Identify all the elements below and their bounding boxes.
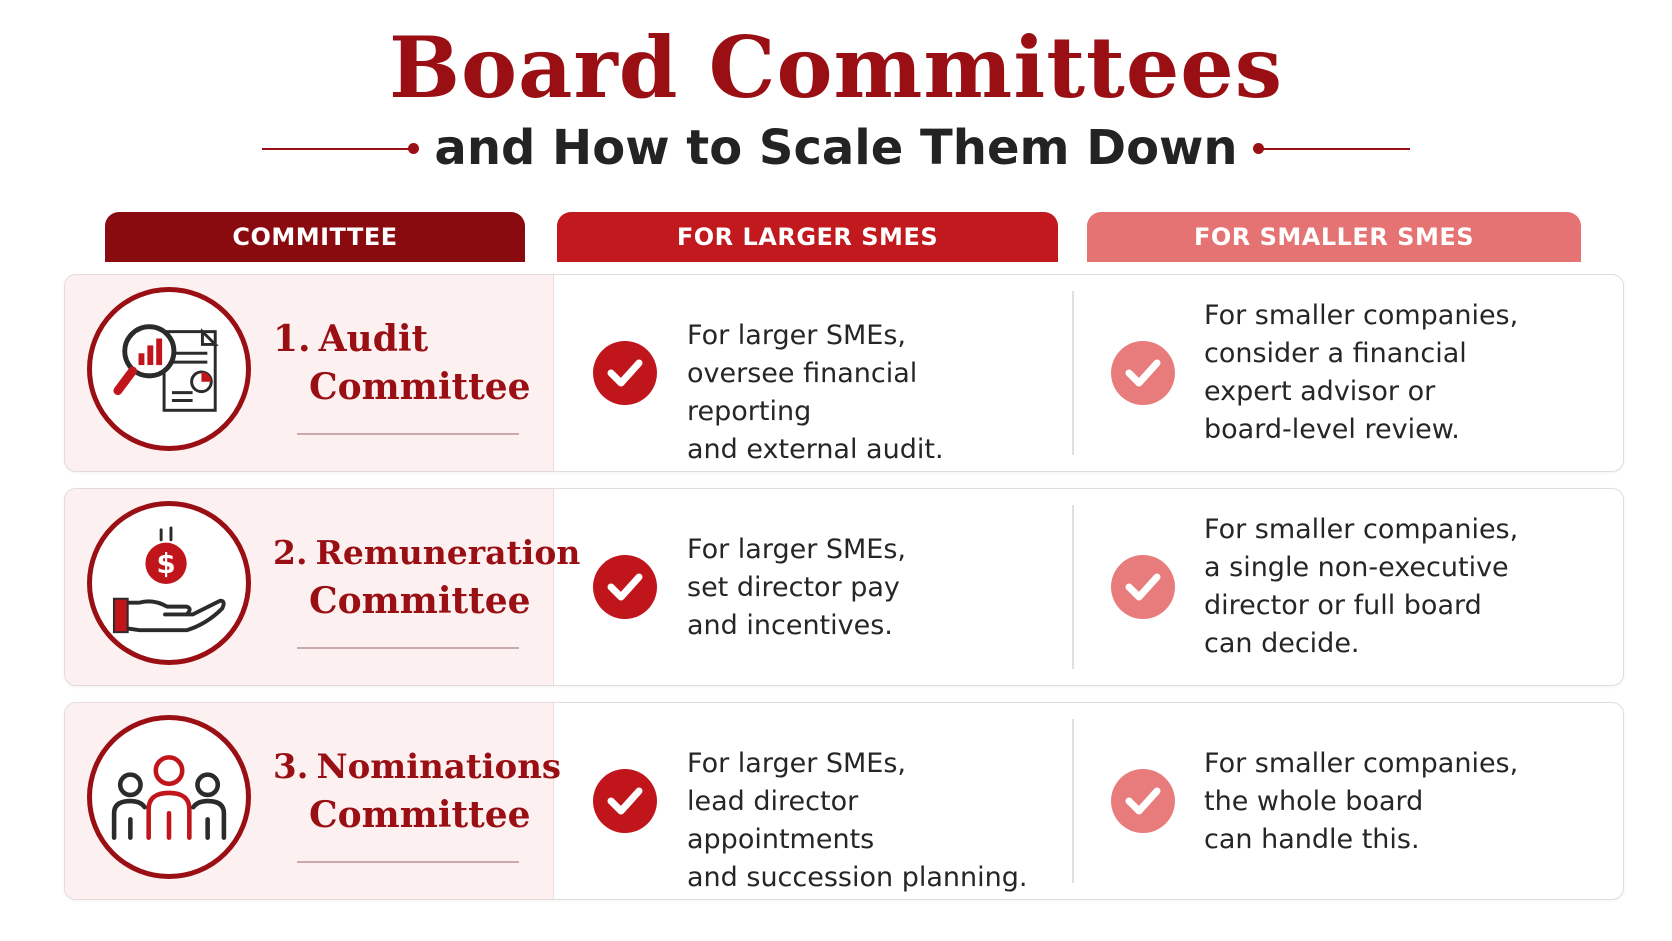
committee-cell bbox=[65, 489, 581, 685]
column-divider bbox=[1072, 719, 1074, 883]
committee-row-audit bbox=[64, 274, 1624, 472]
column-header-committee: COMMITTEE bbox=[105, 212, 525, 262]
text-line: For smaller companies, bbox=[1204, 748, 1519, 779]
name-underline bbox=[297, 433, 519, 435]
text-line: board-level review. bbox=[1204, 414, 1460, 445]
column-header-larger: FOR LARGER SMES bbox=[557, 212, 1058, 262]
subtitle-row bbox=[0, 118, 1672, 178]
committee-name-line2: Committee bbox=[309, 794, 531, 836]
remuneration-icon-badge bbox=[87, 501, 251, 665]
committee-name-line1: Remuneration bbox=[315, 533, 581, 572]
larger-sme-text bbox=[687, 745, 1047, 897]
column-header-smaller: FOR SMALLER SMES bbox=[1087, 212, 1581, 262]
check-icon bbox=[593, 555, 657, 619]
text-line: lead director appointments bbox=[687, 786, 875, 855]
text-line: For larger SMEs, bbox=[687, 320, 907, 351]
committee-number: 1. bbox=[273, 318, 311, 360]
audit-magnifier-document-icon bbox=[110, 310, 228, 428]
nominations-icon-badge bbox=[87, 715, 251, 879]
check-icon bbox=[1111, 769, 1175, 833]
name-underline bbox=[297, 647, 519, 649]
text-line: a single non-executive bbox=[1204, 552, 1509, 583]
text-line: For smaller companies, bbox=[1204, 514, 1519, 545]
page-title: Board Committees bbox=[388, 18, 1284, 117]
check-icon bbox=[593, 769, 657, 833]
check-icon bbox=[1111, 341, 1175, 405]
text-line: director or full board bbox=[1204, 590, 1482, 621]
hand-dollar-coin-icon bbox=[110, 524, 228, 642]
text-line: and external audit. bbox=[687, 434, 944, 465]
committee-name-line2: Committee bbox=[309, 366, 531, 408]
committee-name bbox=[273, 743, 562, 839]
committee-number: 3. bbox=[273, 747, 309, 787]
check-icon bbox=[1111, 555, 1175, 619]
smaller-sme-text bbox=[1204, 297, 1604, 449]
committee-cell bbox=[65, 275, 554, 471]
smaller-sme-text bbox=[1204, 745, 1604, 859]
committee-row-nominations bbox=[64, 702, 1624, 900]
text-line: oversee financial reporting bbox=[687, 358, 918, 427]
text-line: the whole board bbox=[1204, 786, 1424, 817]
audit-icon-badge bbox=[87, 287, 251, 451]
text-line: can decide. bbox=[1204, 628, 1360, 659]
committee-cell bbox=[65, 703, 562, 899]
committee-number: 2. bbox=[273, 533, 308, 572]
larger-sme-text bbox=[687, 531, 1047, 645]
text-line: For larger SMEs, bbox=[687, 534, 907, 565]
svg-text:$: $ bbox=[156, 548, 176, 581]
committee-name-line1: Nominations bbox=[316, 747, 562, 787]
decorative-line-right bbox=[1260, 148, 1410, 150]
name-underline bbox=[297, 861, 519, 863]
text-line: For larger SMEs, bbox=[687, 748, 907, 779]
text-line: set director pay bbox=[687, 572, 900, 603]
text-line: and incentives. bbox=[687, 610, 893, 641]
committee-name-line2: Committee bbox=[309, 580, 531, 622]
check-icon bbox=[593, 341, 657, 405]
committee-row-remuneration bbox=[64, 488, 1624, 686]
larger-sme-text bbox=[687, 317, 1047, 469]
committee-name bbox=[273, 315, 553, 411]
smaller-sme-text bbox=[1204, 511, 1604, 663]
people-group-icon bbox=[108, 736, 230, 858]
text-line: and succession planning. bbox=[687, 862, 1028, 893]
column-divider bbox=[1072, 291, 1074, 455]
text-line: For smaller companies, bbox=[1204, 300, 1519, 331]
committee-name-line1: Audit bbox=[318, 318, 429, 360]
page-subtitle: and How to Scale Them Down bbox=[434, 120, 1238, 176]
text-line: expert advisor or bbox=[1204, 376, 1436, 407]
column-divider bbox=[1072, 505, 1074, 669]
text-line: can handle this. bbox=[1204, 824, 1420, 855]
committee-name bbox=[273, 529, 581, 625]
text-line: consider a financial bbox=[1204, 338, 1467, 369]
